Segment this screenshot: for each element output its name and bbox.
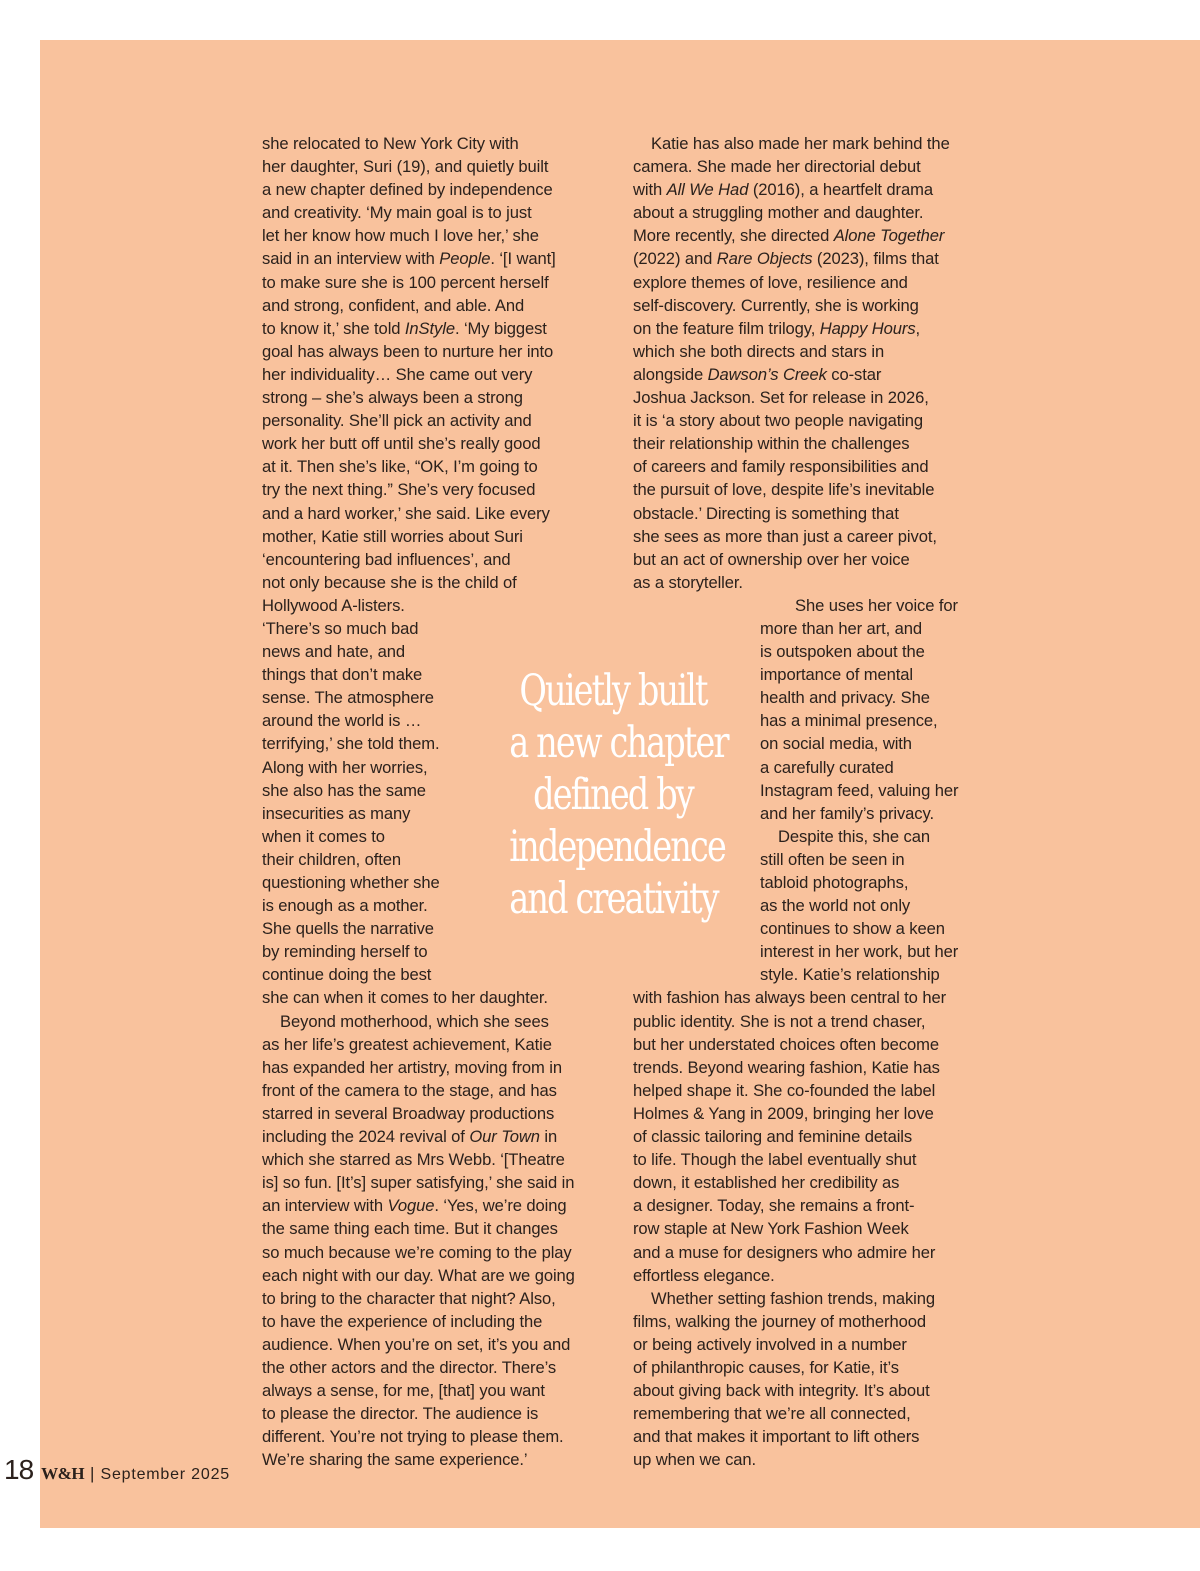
body-text-line: not only because she is the child of bbox=[262, 572, 517, 592]
body-text-line: Katie has also made her mark behind the bbox=[633, 134, 950, 153]
issue-date: September 2025 bbox=[100, 1466, 230, 1483]
body-text-line: remembering that we’re all connected, bbox=[633, 1404, 911, 1424]
body-text-line: of careers and family responsibilities and bbox=[633, 457, 929, 477]
body-text-line: (2022) and Rare Objects (2023), films that bbox=[633, 249, 939, 269]
body-text-line: starred in several Broadway productions bbox=[262, 1103, 555, 1123]
body-text-line: a new chapter defined by independence bbox=[262, 180, 553, 200]
body-text-line: explore themes of love, resilience and bbox=[633, 272, 908, 292]
body-text-line: continue doing the best bbox=[262, 965, 432, 985]
body-text-line: sense. The atmosphere bbox=[262, 688, 434, 708]
body-text-line: Along with her worries, bbox=[262, 757, 428, 777]
body-text-line: the same thing each time. But it changes bbox=[262, 1219, 558, 1239]
body-text-line: including the 2024 revival of Our Town in bbox=[262, 1127, 558, 1147]
body-text-line: with fashion has always been central to her bbox=[633, 988, 947, 1008]
body-text-line: but her understated choices often become bbox=[633, 1034, 939, 1054]
body-text-line: about a struggling mother and daughter. bbox=[633, 203, 924, 223]
body-text-line: their relationship within the challenges bbox=[633, 434, 910, 454]
body-text-line: trends. Beyond wearing fashion, Katie has bbox=[633, 1057, 940, 1077]
body-text-line: news and hate, and bbox=[262, 642, 406, 662]
body-text-line: as her life’s greatest achievement, Katie bbox=[262, 1034, 552, 1054]
body-text-line: let her know how much I love her,’ she bbox=[262, 226, 539, 246]
body-text-line: their children, often bbox=[262, 849, 402, 869]
body-text-line: row staple at New York Fashion Week bbox=[633, 1219, 909, 1239]
body-text-line: always a sense, for me, [that] you want bbox=[262, 1381, 545, 1401]
body-text-line: or being actively involved in a number bbox=[633, 1334, 907, 1354]
body-text-line: and that makes it important to lift others bbox=[633, 1427, 920, 1447]
body-text-line: said in an interview with People. ‘[I want] bbox=[262, 249, 556, 269]
body-text-line: front of the camera to the stage, and has bbox=[262, 1080, 557, 1100]
body-text-line: camera. She made her directorial debut bbox=[633, 157, 921, 177]
body-text-line: on the feature film trilogy, Happy Hours, bbox=[633, 318, 921, 338]
body-text-line: self-discovery. Currently, she is working bbox=[633, 295, 919, 315]
footer-separator: | bbox=[90, 1464, 95, 1483]
body-text-line: at it. Then she’s like, “OK, I’m going to bbox=[262, 457, 538, 477]
body-text-line: the other actors and the director. There’s bbox=[262, 1357, 557, 1377]
body-text-line: Beyond motherhood, which she sees bbox=[262, 1011, 549, 1031]
body-text-line: strong – she’s always been a strong bbox=[262, 388, 523, 408]
body-text-line: as a storyteller. bbox=[633, 572, 743, 592]
body-text-line: work her butt off until she’s really good bbox=[262, 434, 541, 454]
body-text-line: Joshua Jackson. Set for release in 2026, bbox=[633, 388, 929, 408]
body-text-line: obstacle.’ Directing is something that bbox=[633, 503, 899, 523]
body-text-line: and a muse for designers who admire her bbox=[633, 1242, 936, 1262]
body-text-line: to please the director. The audience is bbox=[262, 1404, 539, 1424]
body-text-line: and a hard worker,’ she said. Like every bbox=[262, 503, 550, 523]
body-text-line: when it comes to bbox=[262, 826, 385, 846]
body-text-line: interest in her work, but her bbox=[760, 942, 959, 962]
body-text-line: by reminding herself to bbox=[262, 942, 428, 962]
body-text-line: which she starred as Mrs Webb. ‘[Theatre bbox=[262, 1150, 565, 1170]
pull-quote bbox=[509, 665, 728, 925]
body-text-line: with All We Had (2016), a heartfelt drama bbox=[633, 180, 933, 200]
body-text-line: audience. When you’re on set, it’s you and bbox=[262, 1334, 571, 1354]
body-text-line: ‘There’s so much bad bbox=[262, 618, 419, 638]
body-text-line: questioning whether she bbox=[262, 873, 440, 892]
body-text-line: each night with our day. What are we going bbox=[262, 1265, 575, 1285]
body-text-line: her daughter, Suri (19), and quietly built bbox=[262, 157, 549, 177]
pull-quote-line: and creativity bbox=[509, 874, 718, 924]
body-text-line: She quells the narrative bbox=[262, 919, 434, 939]
magazine-page bbox=[40, 40, 1200, 1528]
body-text-line: films, walking the journey of motherhood bbox=[633, 1311, 926, 1331]
body-text-line: is enough as a mother. bbox=[262, 896, 428, 916]
body-text-line: try the next thing.” She’s very focused bbox=[262, 480, 536, 500]
body-text-line: to make sure she is 100 percent herself bbox=[262, 272, 549, 292]
body-text-line: and strong, confident, and able. And bbox=[262, 295, 525, 315]
body-text-line: she relocated to New York City with bbox=[262, 134, 519, 153]
body-text-line: importance of mental bbox=[760, 665, 913, 685]
body-text-line: ‘encountering bad influences’, and bbox=[262, 549, 511, 569]
body-text-line: to have the experience of including the bbox=[262, 1311, 543, 1331]
body-text-line: the pursuit of love, despite life’s inevitable bbox=[633, 480, 935, 500]
body-text-line: it is ‘a story about two people navigating bbox=[633, 411, 924, 431]
body-text-line: as the world not only bbox=[760, 896, 911, 916]
body-text-line: to life. Though the label eventually shut bbox=[633, 1150, 917, 1170]
page-footer bbox=[4, 1454, 230, 1486]
body-text-line: down, it established her credibility as bbox=[633, 1173, 900, 1193]
body-text-line: which she both directs and stars in bbox=[633, 341, 885, 361]
body-text-line: different. You’re not trying to please them. bbox=[262, 1427, 564, 1447]
page-number: 18 bbox=[4, 1454, 34, 1485]
body-text-line: on social media, with bbox=[760, 734, 912, 754]
body-text-line: has expanded her artistry, moving from in bbox=[262, 1057, 562, 1077]
pull-quote-line: defined by bbox=[533, 770, 693, 820]
magazine-logo: W&H bbox=[41, 1464, 85, 1483]
body-text-line: and her family’s privacy. bbox=[760, 803, 934, 823]
body-text-line: goal has always been to nurture her into bbox=[262, 341, 554, 361]
body-text-line: things that don’t make bbox=[262, 665, 423, 685]
body-text-line: so much because we’re coming to the play bbox=[262, 1242, 572, 1262]
body-text-line: continues to show a keen bbox=[760, 919, 945, 939]
body-text-line: Instagram feed, valuing her bbox=[760, 780, 959, 800]
body-text-line: style. Katie’s relationship bbox=[760, 965, 940, 985]
body-text-line: is] so fun. [It’s] super satisfying,’ she said in bbox=[262, 1173, 575, 1193]
body-text-line: and creativity. ‘My main goal is to just bbox=[262, 203, 532, 223]
body-text-line: is outspoken about the bbox=[760, 642, 925, 662]
body-text-line: she also has the same bbox=[262, 780, 426, 800]
body-text-line: alongside Dawson’s Creek co-star bbox=[633, 364, 882, 384]
body-text-line: to bring to the character that night? Also, bbox=[262, 1288, 556, 1308]
body-text-line: We’re sharing the same experience.’ bbox=[262, 1450, 528, 1470]
body-text-line: more than her art, and bbox=[760, 618, 922, 638]
body-text-line: More recently, she directed Alone Together bbox=[633, 226, 945, 246]
body-text-line: She uses her voice for bbox=[777, 595, 958, 615]
body-text-line: still often be seen in bbox=[760, 849, 905, 869]
body-text-line: she can when it comes to her daughter. bbox=[262, 988, 548, 1008]
body-text-line: Whether setting fashion trends, making bbox=[633, 1288, 936, 1308]
body-text-line: terrifying,’ she told them. bbox=[262, 734, 440, 754]
body-text-line: health and privacy. She bbox=[760, 688, 930, 708]
body-text-line: her individuality… She came out very bbox=[262, 364, 533, 384]
pull-quote-line: independence bbox=[509, 822, 725, 872]
body-text-line: around the world is … bbox=[262, 711, 422, 731]
pull-quote-line: a new chapter bbox=[509, 718, 728, 768]
body-text-line: Hollywood A-listers. bbox=[262, 595, 405, 615]
body-text-line: but an act of ownership over her voice bbox=[633, 549, 910, 569]
body-text-line: mother, Katie still worries about Suri bbox=[262, 526, 523, 546]
body-text-line: tabloid photographs, bbox=[760, 873, 909, 892]
body-text-line: up when we can. bbox=[633, 1450, 757, 1470]
body-text-line: Holmes & Yang in 2009, bringing her love bbox=[633, 1103, 934, 1123]
body-text-line: she sees as more than just a career pivot, bbox=[633, 526, 937, 546]
pull-quote-line: Quietly built bbox=[519, 666, 707, 716]
body-text-line: a designer. Today, she remains a front- bbox=[633, 1196, 915, 1216]
body-text-line: an interview with Vogue. ‘Yes, we’re doing bbox=[262, 1196, 567, 1216]
body-text-line: of classic tailoring and feminine details bbox=[633, 1127, 913, 1147]
body-text-line: a carefully curated bbox=[760, 757, 894, 777]
body-text-line: Despite this, she can bbox=[760, 826, 930, 846]
body-text-line: insecurities as many bbox=[262, 803, 411, 823]
body-text-line: helped shape it. She co-founded the label bbox=[633, 1080, 936, 1100]
body-text-line: to know it,’ she told InStyle. ‘My biggest bbox=[262, 318, 547, 338]
body-text-line: has a minimal presence, bbox=[760, 711, 938, 731]
body-text-line: effortless elegance. bbox=[633, 1265, 775, 1285]
body-text-line: personality. She’ll pick an activity and bbox=[262, 411, 532, 431]
body-text-line: about giving back with integrity. It’s about bbox=[633, 1381, 930, 1401]
body-text-line: public identity. She is not a trend chaser, bbox=[633, 1011, 926, 1031]
body-text-line: of philanthropic causes, for Katie, it’s bbox=[633, 1357, 899, 1377]
